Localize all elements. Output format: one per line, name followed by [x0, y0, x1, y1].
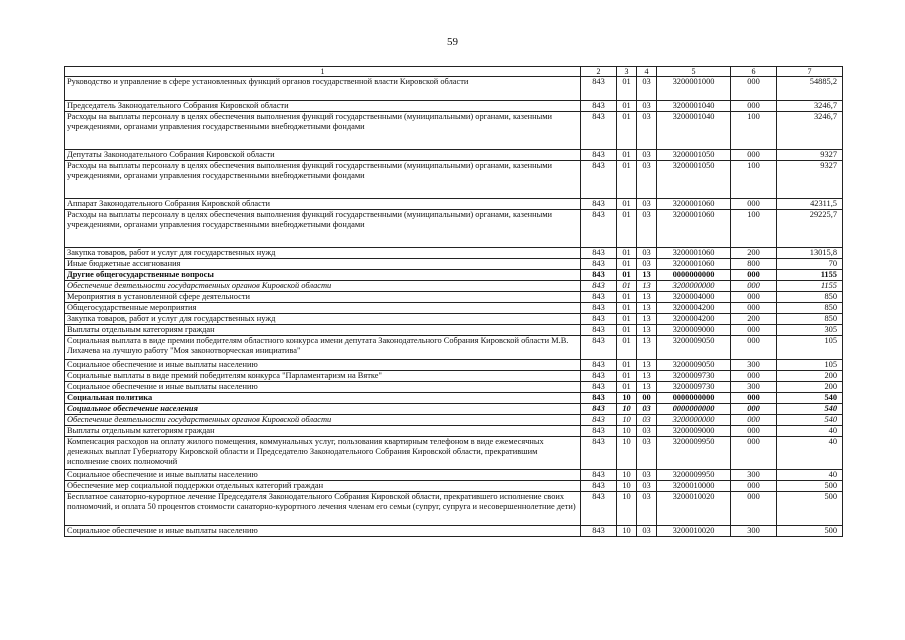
row-csr: 3200004200: [657, 303, 731, 314]
row-vr: 000: [731, 393, 777, 404]
row-name: Выплаты отдельным категориям граждан: [65, 426, 581, 437]
header-cell: 2: [581, 67, 617, 77]
row-name: Мероприятия в установленной сфере деятельности: [65, 292, 581, 303]
row-rz: 01: [617, 199, 637, 210]
row-pr: 03: [637, 259, 657, 270]
row-sum: 1155: [777, 281, 843, 292]
row-sum: 500: [777, 481, 843, 492]
row-sum: 1155: [777, 270, 843, 281]
row-rz: 01: [617, 325, 637, 336]
row-pr: 13: [637, 336, 657, 360]
row-gr: 843: [581, 314, 617, 325]
row-name: Председатель Законодательного Собрания Кировской области: [65, 101, 581, 112]
row-sum: 850: [777, 303, 843, 314]
table-row: [65, 101, 843, 112]
row-vr: 800: [731, 259, 777, 270]
row-name: Другие общегосударственные вопросы: [65, 270, 581, 281]
row-csr: 3200009950: [657, 437, 731, 470]
row-name: Депутаты Законодательного Собрания Кировской области: [65, 150, 581, 161]
row-name: Социальное обеспечение и иные выплаты населению: [65, 382, 581, 393]
row-csr: 3200001050: [657, 150, 731, 161]
row-sum: 540: [777, 404, 843, 415]
header-cell: 6: [731, 67, 777, 77]
row-rz: 01: [617, 382, 637, 393]
row-rz: 01: [617, 210, 637, 248]
row-vr: 000: [731, 437, 777, 470]
row-vr: 000: [731, 336, 777, 360]
row-rz: 01: [617, 248, 637, 259]
table-row: [65, 199, 843, 210]
row-vr: 000: [731, 77, 777, 101]
row-csr: 3200009730: [657, 382, 731, 393]
row-sum: 540: [777, 393, 843, 404]
row-gr: 843: [581, 492, 617, 526]
row-sum: 42311,5: [777, 199, 843, 210]
row-rz: 01: [617, 77, 637, 101]
row-rz: 10: [617, 437, 637, 470]
row-csr: 3200010000: [657, 481, 731, 492]
table-row: [65, 161, 843, 199]
row-pr: 03: [637, 248, 657, 259]
header-cell: 5: [657, 67, 731, 77]
row-name: Закупка товаров, работ и услуг для государственных нужд: [65, 248, 581, 259]
row-name: Расходы на выплаты персоналу в целях обеспечения выполнения функций государственными (муниципальными) органами, казенными учреждениями, органами управления государственными внебюджетными фондами: [65, 210, 581, 248]
row-name: Обеспечение деятельности государственных органов Кировской области: [65, 281, 581, 292]
row-sum: 70: [777, 259, 843, 270]
row-pr: 13: [637, 314, 657, 325]
row-pr: 03: [637, 199, 657, 210]
row-pr: 03: [637, 77, 657, 101]
row-name: Руководство и управление в сфере установленных функций органов государственной власти Кировской области: [65, 77, 581, 101]
row-rz: 10: [617, 526, 637, 537]
row-name: Расходы на выплаты персоналу в целях обеспечения выполнения функций государственными (муниципальными) органами, казенными учреждениями, органами управления государственными внебюджетными фондами: [65, 161, 581, 199]
row-rz: 01: [617, 336, 637, 360]
table-row: [65, 150, 843, 161]
row-pr: 13: [637, 360, 657, 371]
row-rz: 10: [617, 492, 637, 526]
row-name: Расходы на выплаты персоналу в целях обеспечения выполнения функций государственными (муниципальными) органами, казенными учреждениями, органами управления государственными внебюджетными фондами: [65, 112, 581, 150]
row-name: Социальное обеспечение населения: [65, 404, 581, 415]
row-name: Аппарат Законодательного Собрания Кировской области: [65, 199, 581, 210]
row-vr: 000: [731, 150, 777, 161]
row-pr: 03: [637, 437, 657, 470]
table-row: [65, 437, 843, 470]
row-csr: 3200001000: [657, 77, 731, 101]
table-row: [65, 210, 843, 248]
row-csr: 3200004000: [657, 292, 731, 303]
row-name: Социальные выплаты в виде премий победителям конкурса "Парламентаризм на Вятке": [65, 371, 581, 382]
row-csr: 3200001040: [657, 112, 731, 150]
row-csr: 3200001060: [657, 199, 731, 210]
table-row: [65, 303, 843, 314]
row-vr: 000: [731, 101, 777, 112]
row-gr: 843: [581, 437, 617, 470]
row-gr: 843: [581, 259, 617, 270]
row-vr: 000: [731, 481, 777, 492]
table-row: [65, 492, 843, 526]
row-rz: 10: [617, 393, 637, 404]
row-csr: 3200009050: [657, 336, 731, 360]
row-name: Общегосударственные мероприятия: [65, 303, 581, 314]
row-gr: 843: [581, 161, 617, 199]
table-row: [65, 481, 843, 492]
row-sum: 105: [777, 360, 843, 371]
table-row: [65, 470, 843, 481]
row-sum: 9327: [777, 150, 843, 161]
row-vr: 000: [731, 292, 777, 303]
table-row: [65, 393, 843, 404]
row-vr: 000: [731, 270, 777, 281]
row-vr: 000: [731, 303, 777, 314]
row-sum: 500: [777, 492, 843, 526]
row-rz: 01: [617, 314, 637, 325]
row-sum: 40: [777, 426, 843, 437]
row-sum: 850: [777, 314, 843, 325]
row-sum: 3246,7: [777, 101, 843, 112]
header-cell: 3: [617, 67, 637, 77]
table-body: [65, 67, 843, 537]
row-sum: 54885,2: [777, 77, 843, 101]
row-csr: 3200001040: [657, 101, 731, 112]
row-sum: 40: [777, 437, 843, 470]
table-row: [65, 336, 843, 360]
table-row: [65, 77, 843, 101]
row-rz: 01: [617, 281, 637, 292]
header-cell: 1: [65, 67, 581, 77]
table-row: [65, 281, 843, 292]
row-csr: 0000000000: [657, 393, 731, 404]
row-sum: 540: [777, 415, 843, 426]
row-rz: 01: [617, 303, 637, 314]
table-row: [65, 270, 843, 281]
row-gr: 843: [581, 393, 617, 404]
row-vr: 300: [731, 526, 777, 537]
row-gr: 843: [581, 526, 617, 537]
row-gr: 843: [581, 281, 617, 292]
row-gr: 843: [581, 382, 617, 393]
table-row: [65, 404, 843, 415]
row-pr: 13: [637, 303, 657, 314]
row-name: Выплаты отдельным категориям граждан: [65, 325, 581, 336]
row-name: Бесплатное санаторно-курортное лечение Председателя Законодательного Собрания Кировской области, прекратившего исполнение своих полномочий, и оплата 50 процентов стоимости санаторно-курортного лечения членам его семьи (супруг, супруга и несовершеннолетние дети): [65, 492, 581, 526]
row-rz: 01: [617, 360, 637, 371]
row-csr: 3200009050: [657, 360, 731, 371]
row-pr: 03: [637, 112, 657, 150]
row-name: Обеспечение мер социальной поддержки отдельных категорий граждан: [65, 481, 581, 492]
row-pr: 03: [637, 150, 657, 161]
row-pr: 13: [637, 371, 657, 382]
row-pr: 03: [637, 481, 657, 492]
table-row: [65, 371, 843, 382]
row-sum: 3246,7: [777, 112, 843, 150]
row-vr: 100: [731, 210, 777, 248]
row-vr: 100: [731, 112, 777, 150]
row-name: Социальное обеспечение и иные выплаты населению: [65, 526, 581, 537]
row-rz: 10: [617, 426, 637, 437]
row-name: Обеспечение деятельности государственных органов Кировской области: [65, 415, 581, 426]
row-csr: 3200000000: [657, 281, 731, 292]
row-pr: 03: [637, 161, 657, 199]
table-row: [65, 415, 843, 426]
row-csr: 3200001050: [657, 161, 731, 199]
row-gr: 843: [581, 371, 617, 382]
row-rz: 10: [617, 404, 637, 415]
row-gr: 843: [581, 101, 617, 112]
row-sum: 13015,8: [777, 248, 843, 259]
row-gr: 843: [581, 77, 617, 101]
row-csr: 3200010020: [657, 492, 731, 526]
row-csr: 3200000000: [657, 415, 731, 426]
row-rz: 01: [617, 112, 637, 150]
row-gr: 843: [581, 336, 617, 360]
row-pr: 00: [637, 393, 657, 404]
row-gr: 843: [581, 210, 617, 248]
row-sum: 29225,7: [777, 210, 843, 248]
row-name: Социальное обеспечение и иные выплаты населению: [65, 470, 581, 481]
row-gr: 843: [581, 112, 617, 150]
row-vr: 300: [731, 470, 777, 481]
row-csr: 3200009000: [657, 426, 731, 437]
header-row: [65, 67, 843, 77]
row-pr: 03: [637, 404, 657, 415]
table-row: [65, 382, 843, 393]
row-pr: 13: [637, 281, 657, 292]
table-row: [65, 248, 843, 259]
row-vr: 300: [731, 360, 777, 371]
row-csr: 3200004200: [657, 314, 731, 325]
row-gr: 843: [581, 481, 617, 492]
row-pr: 03: [637, 426, 657, 437]
row-gr: 843: [581, 325, 617, 336]
row-vr: 000: [731, 281, 777, 292]
row-gr: 843: [581, 426, 617, 437]
row-rz: 01: [617, 161, 637, 199]
row-gr: 843: [581, 415, 617, 426]
row-csr: 3200001060: [657, 259, 731, 270]
row-vr: 200: [731, 314, 777, 325]
row-rz: 01: [617, 270, 637, 281]
row-csr: 0000000000: [657, 270, 731, 281]
row-gr: 843: [581, 292, 617, 303]
row-gr: 843: [581, 248, 617, 259]
row-csr: 3200001060: [657, 248, 731, 259]
row-rz: 01: [617, 101, 637, 112]
row-pr: 13: [637, 270, 657, 281]
row-gr: 843: [581, 199, 617, 210]
budget-table: [64, 66, 843, 537]
table-row: [65, 360, 843, 371]
row-name: Социальное обеспечение и иные выплаты населению: [65, 360, 581, 371]
table-row: [65, 526, 843, 537]
row-rz: 01: [617, 292, 637, 303]
row-gr: 843: [581, 470, 617, 481]
table-row: [65, 426, 843, 437]
row-name: Социальная выплата в виде премии победителям областного конкурса имени депутата Законодательного Собрания Кировской области М.В. Лихачева на лучшую работу "Моя законотворческая инициатива": [65, 336, 581, 360]
row-sum: 200: [777, 382, 843, 393]
row-sum: 9327: [777, 161, 843, 199]
row-name: Социальная политика: [65, 393, 581, 404]
row-gr: 843: [581, 303, 617, 314]
row-rz: 10: [617, 415, 637, 426]
row-gr: 843: [581, 404, 617, 415]
row-vr: 000: [731, 426, 777, 437]
row-csr: 3200009730: [657, 371, 731, 382]
row-vr: 000: [731, 492, 777, 526]
row-rz: 01: [617, 371, 637, 382]
row-name: Закупка товаров, работ и услуг для государственных нужд: [65, 314, 581, 325]
row-pr: 03: [637, 101, 657, 112]
row-pr: 13: [637, 382, 657, 393]
row-rz: 10: [617, 470, 637, 481]
page-number: 59: [447, 36, 458, 48]
row-vr: 000: [731, 404, 777, 415]
row-pr: 03: [637, 470, 657, 481]
row-vr: 100: [731, 161, 777, 199]
row-csr: 3200009000: [657, 325, 731, 336]
row-pr: 03: [637, 210, 657, 248]
row-pr: 13: [637, 325, 657, 336]
row-rz: 10: [617, 481, 637, 492]
header-cell: 7: [777, 67, 843, 77]
row-csr: 3200001060: [657, 210, 731, 248]
table-row: [65, 325, 843, 336]
row-vr: 000: [731, 415, 777, 426]
row-pr: 03: [637, 492, 657, 526]
row-vr: 000: [731, 199, 777, 210]
row-pr: 03: [637, 415, 657, 426]
row-gr: 843: [581, 150, 617, 161]
table-row: [65, 259, 843, 270]
row-rz: 01: [617, 150, 637, 161]
row-name: Иные бюджетные ассигнования: [65, 259, 581, 270]
row-sum: 850: [777, 292, 843, 303]
table-row: [65, 112, 843, 150]
row-sum: 40: [777, 470, 843, 481]
row-vr: 000: [731, 325, 777, 336]
row-vr: 300: [731, 382, 777, 393]
row-gr: 843: [581, 270, 617, 281]
row-pr: 03: [637, 526, 657, 537]
row-csr: 3200009950: [657, 470, 731, 481]
row-pr: 13: [637, 292, 657, 303]
header-cell: 4: [637, 67, 657, 77]
row-sum: 305: [777, 325, 843, 336]
table-row: [65, 292, 843, 303]
row-sum: 200: [777, 371, 843, 382]
table-row: [65, 314, 843, 325]
row-sum: 500: [777, 526, 843, 537]
row-name: Компенсация расходов на оплату жилого помещения, коммунальных услуг, пользования квартирным телефоном в виде ежемесячных денежных выплат Губернатору Кировской области и Председателю Законодательного Собрания Кировской области, прекратившим исполнение своих полномочий: [65, 437, 581, 470]
row-vr: 200: [731, 248, 777, 259]
row-csr: 3200010020: [657, 526, 731, 537]
row-gr: 843: [581, 360, 617, 371]
row-csr: 0000000000: [657, 404, 731, 415]
row-vr: 000: [731, 371, 777, 382]
row-sum: 105: [777, 336, 843, 360]
row-rz: 01: [617, 259, 637, 270]
